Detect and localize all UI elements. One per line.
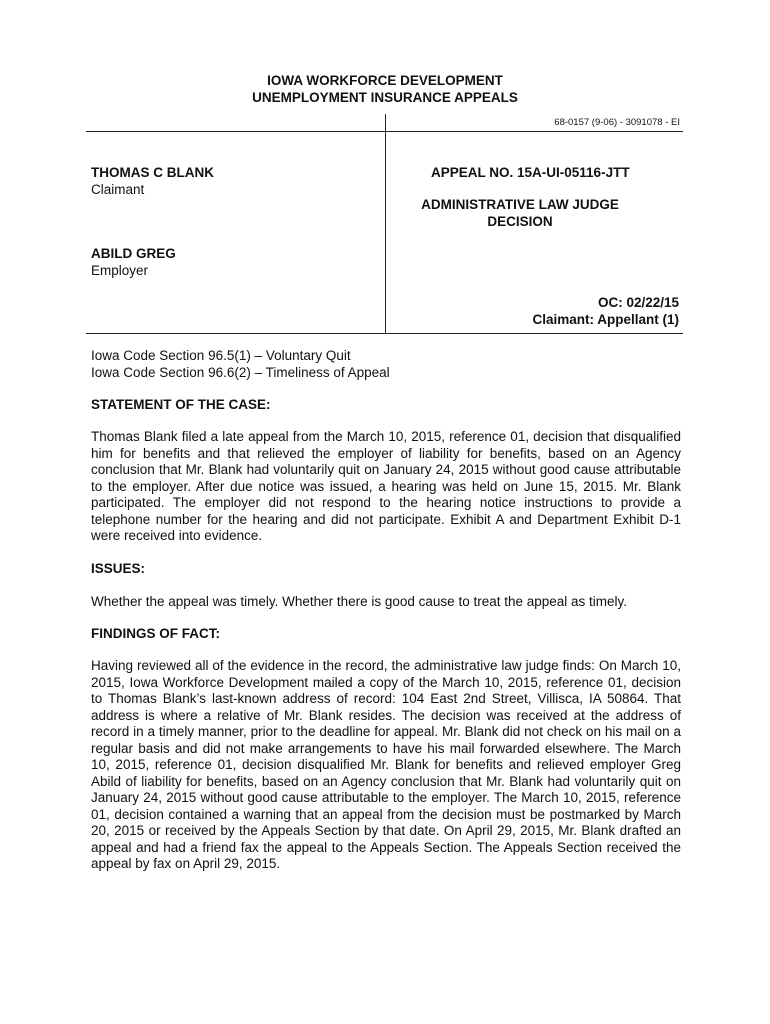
caption-column-divider <box>385 114 386 333</box>
claimant-name: THOMAS C BLANK <box>91 165 214 180</box>
issues-paragraph: Whether the appeal was timely. Whether there is good cause to treat the appeal as timely. <box>91 594 628 609</box>
issues-heading: ISSUES: <box>91 561 146 576</box>
oc-date: OC: 02/22/15 <box>597 295 679 310</box>
decision-title-line1: ADMINISTRATIVE LAW JUDGE <box>421 197 619 212</box>
employer-role: Employer <box>91 263 149 278</box>
employer-name: ABILD GREG <box>91 246 176 261</box>
findings-paragraph: Having reviewed all of the evidence in the record, the administrative law judge finds: On March 10, 2015, Iowa Workforce Development mailed a copy of the March 10, 2015, reference 01, decision to Thomas Blank’s last-known address of record: 104 East 2nd Street, Villisca, IA 50864. That address is where a relative of Mr. Blank resides. The decision was received at the address of record in a timely manner, prior to the deadline for appeal. Mr. Blank did not check on his mail on a regular basis and did not make arrangements to have his mail forwarded elsewhere. The March 10, 2015, reference 01, decision disqualified Mr. Blank for benefits and relieved employer Greg Abild of liability for benefits, based on an Agency conclusion that Mr. Blank had voluntarily quit on January 24, 2015 without good cause attributable to the employer. The March 10, 2015, reference 01, decision contained a warning that an appeal from the decision must be postmarked by March 20, 2015 or received by the Appeals Section by that date. On April 29, 2015, Mr. Blank drafted an appeal and had a friend fax the appeal to the Appeals Section. The Appeals Section received the appeal by fax on April 29, 2015. <box>91 658 681 871</box>
caption-bottom-divider <box>86 333 683 334</box>
statement-heading: STATEMENT OF THE CASE: <box>91 397 271 412</box>
oc-block <box>532 294 679 328</box>
agency-header <box>0 72 770 106</box>
statement-paragraph: Thomas Blank filed a late appeal from the March 10, 2015, reference 01, decision that disqualified him for benefits and that relieved the employer of liability for benefits, based on an Agency conclusion that Mr. Blank had voluntarily quit on January 24, 2015 without good cause attributable to the employer. After due notice was issued, a hearing was held on June 15, 2015. Mr. Blank participated. The employer did not respond to the hearing notice instructions to provide a telephone number for the hearing and did not participate. Exhibit A and Department Exhibit D-1 were received into evidence. <box>91 429 681 543</box>
decision-title <box>420 196 620 230</box>
decision-title-line2: DECISION <box>487 214 553 229</box>
code-section-timeliness: Iowa Code Section 96.6(2) – Timeliness of Appeal <box>91 365 390 380</box>
agency-name: IOWA WORKFORCE DEVELOPMENT <box>267 73 503 88</box>
appeal-number: APPEAL NO. 15A-UI-05116-JTT <box>431 165 630 180</box>
appellant-line: Claimant: Appellant (1) <box>532 312 679 327</box>
agency-division: UNEMPLOYMENT INSURANCE APPEALS <box>252 90 518 105</box>
claimant-role: Claimant <box>91 182 145 197</box>
form-number: 68-0157 (9-06) - 3091078 - EI <box>554 117 680 128</box>
findings-heading: FINDINGS OF FACT: <box>91 626 220 641</box>
code-section-voluntary-quit: Iowa Code Section 96.5(1) – Voluntary Quit <box>91 348 351 363</box>
